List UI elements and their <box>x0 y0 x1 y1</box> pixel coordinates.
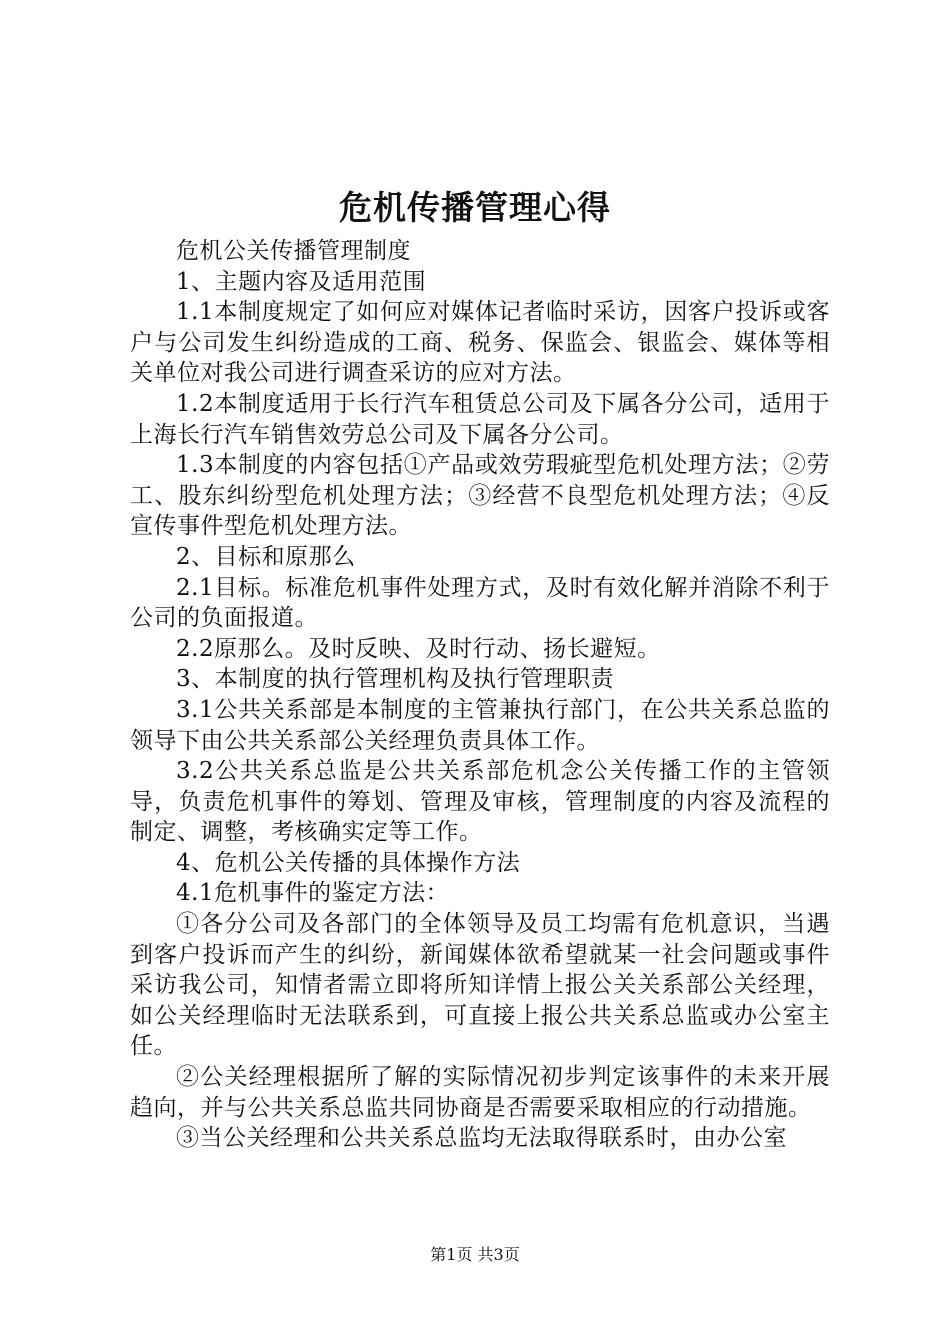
section-4-heading: 4、危机公关传播的具体操作方法 <box>176 849 521 876</box>
list-item-1: ①各分公司及各部门的全体领导及员工均需有危机意识，当遇到客户投诉而产生的纠纷，新闻媒体欲希望就某一社会问题或事件采访我公司，知情者需立即将所知详情上报公关关系部公关经理，如公关经理临时无法联系到，可直接上报公共关系总监或办公室主任。 <box>130 911 830 1060</box>
document-body <box>130 236 830 1154</box>
section-2-heading: 2、目标和原那么 <box>176 543 356 570</box>
paragraph-heading: 危机公关传播管理制度 <box>176 238 411 264</box>
paragraph-1-2: 1.2本制度适用于长行汽车租赁总公司及下属各分公司，适用于上海长行汽车销售效劳总公司及下属各分公司。 <box>130 390 830 448</box>
document-title: 危机传播管理心得 <box>339 188 611 227</box>
paragraph-1-1: 1.1本制度规定了如何应对媒体记者临时采访，因客户投诉或客户与公司发生纠纷造成的工商、税务、保监会、银监会、媒体等相关单位对我公司进行调查采访的应对方法。 <box>130 299 830 387</box>
list-item-3: ③当公关经理和公共关系总监均无法取得联系时，由办公室 <box>176 1125 787 1152</box>
paragraph-2-1: 2.1目标。标准危机事件处理方式，及时有效化解并消除不利于公司的负面报道。 <box>130 574 830 632</box>
paragraph-3-2: 3.2公共关系总监是公共关系部危机念公关传播工作的主管领导，负责危机事件的筹划、管理及审核，管理制度的内容及流程的制定、调整，考核确实定等工作。 <box>130 758 830 846</box>
paragraph-4-1: 4.1危机事件的鉴定方法： <box>176 880 450 907</box>
section-1-heading: 1、主题内容及适用范围 <box>176 268 427 295</box>
paragraph-2-2: 2.2原那么。及时反映、及时行动、扬长避短。 <box>176 635 661 662</box>
paragraph-1-3: 1.3本制度的内容包括①产品或效劳瑕疵型危机处理方法；②劳工、股东纠纷型危机处理方法；③经营不良型危机处理方法；④反宣传事件型危机处理方法。 <box>130 452 830 540</box>
section-3-heading: 3、本制度的执行管理机构及执行管理职责 <box>176 666 615 693</box>
paragraph-3-1: 3.1公共关系部是本制度的主管兼执行部门，在公共关系总监的领导下由公共关系部公关经理负责具体工作。 <box>130 696 830 754</box>
page-footer: 第1页 共3页 <box>430 1245 520 1264</box>
list-item-2: ②公关经理根据所了解的实际情况初步判定该事件的未来开展趋向，并与公共关系总监共同协商是否需要采取相应的行动措施。 <box>130 1064 830 1121</box>
